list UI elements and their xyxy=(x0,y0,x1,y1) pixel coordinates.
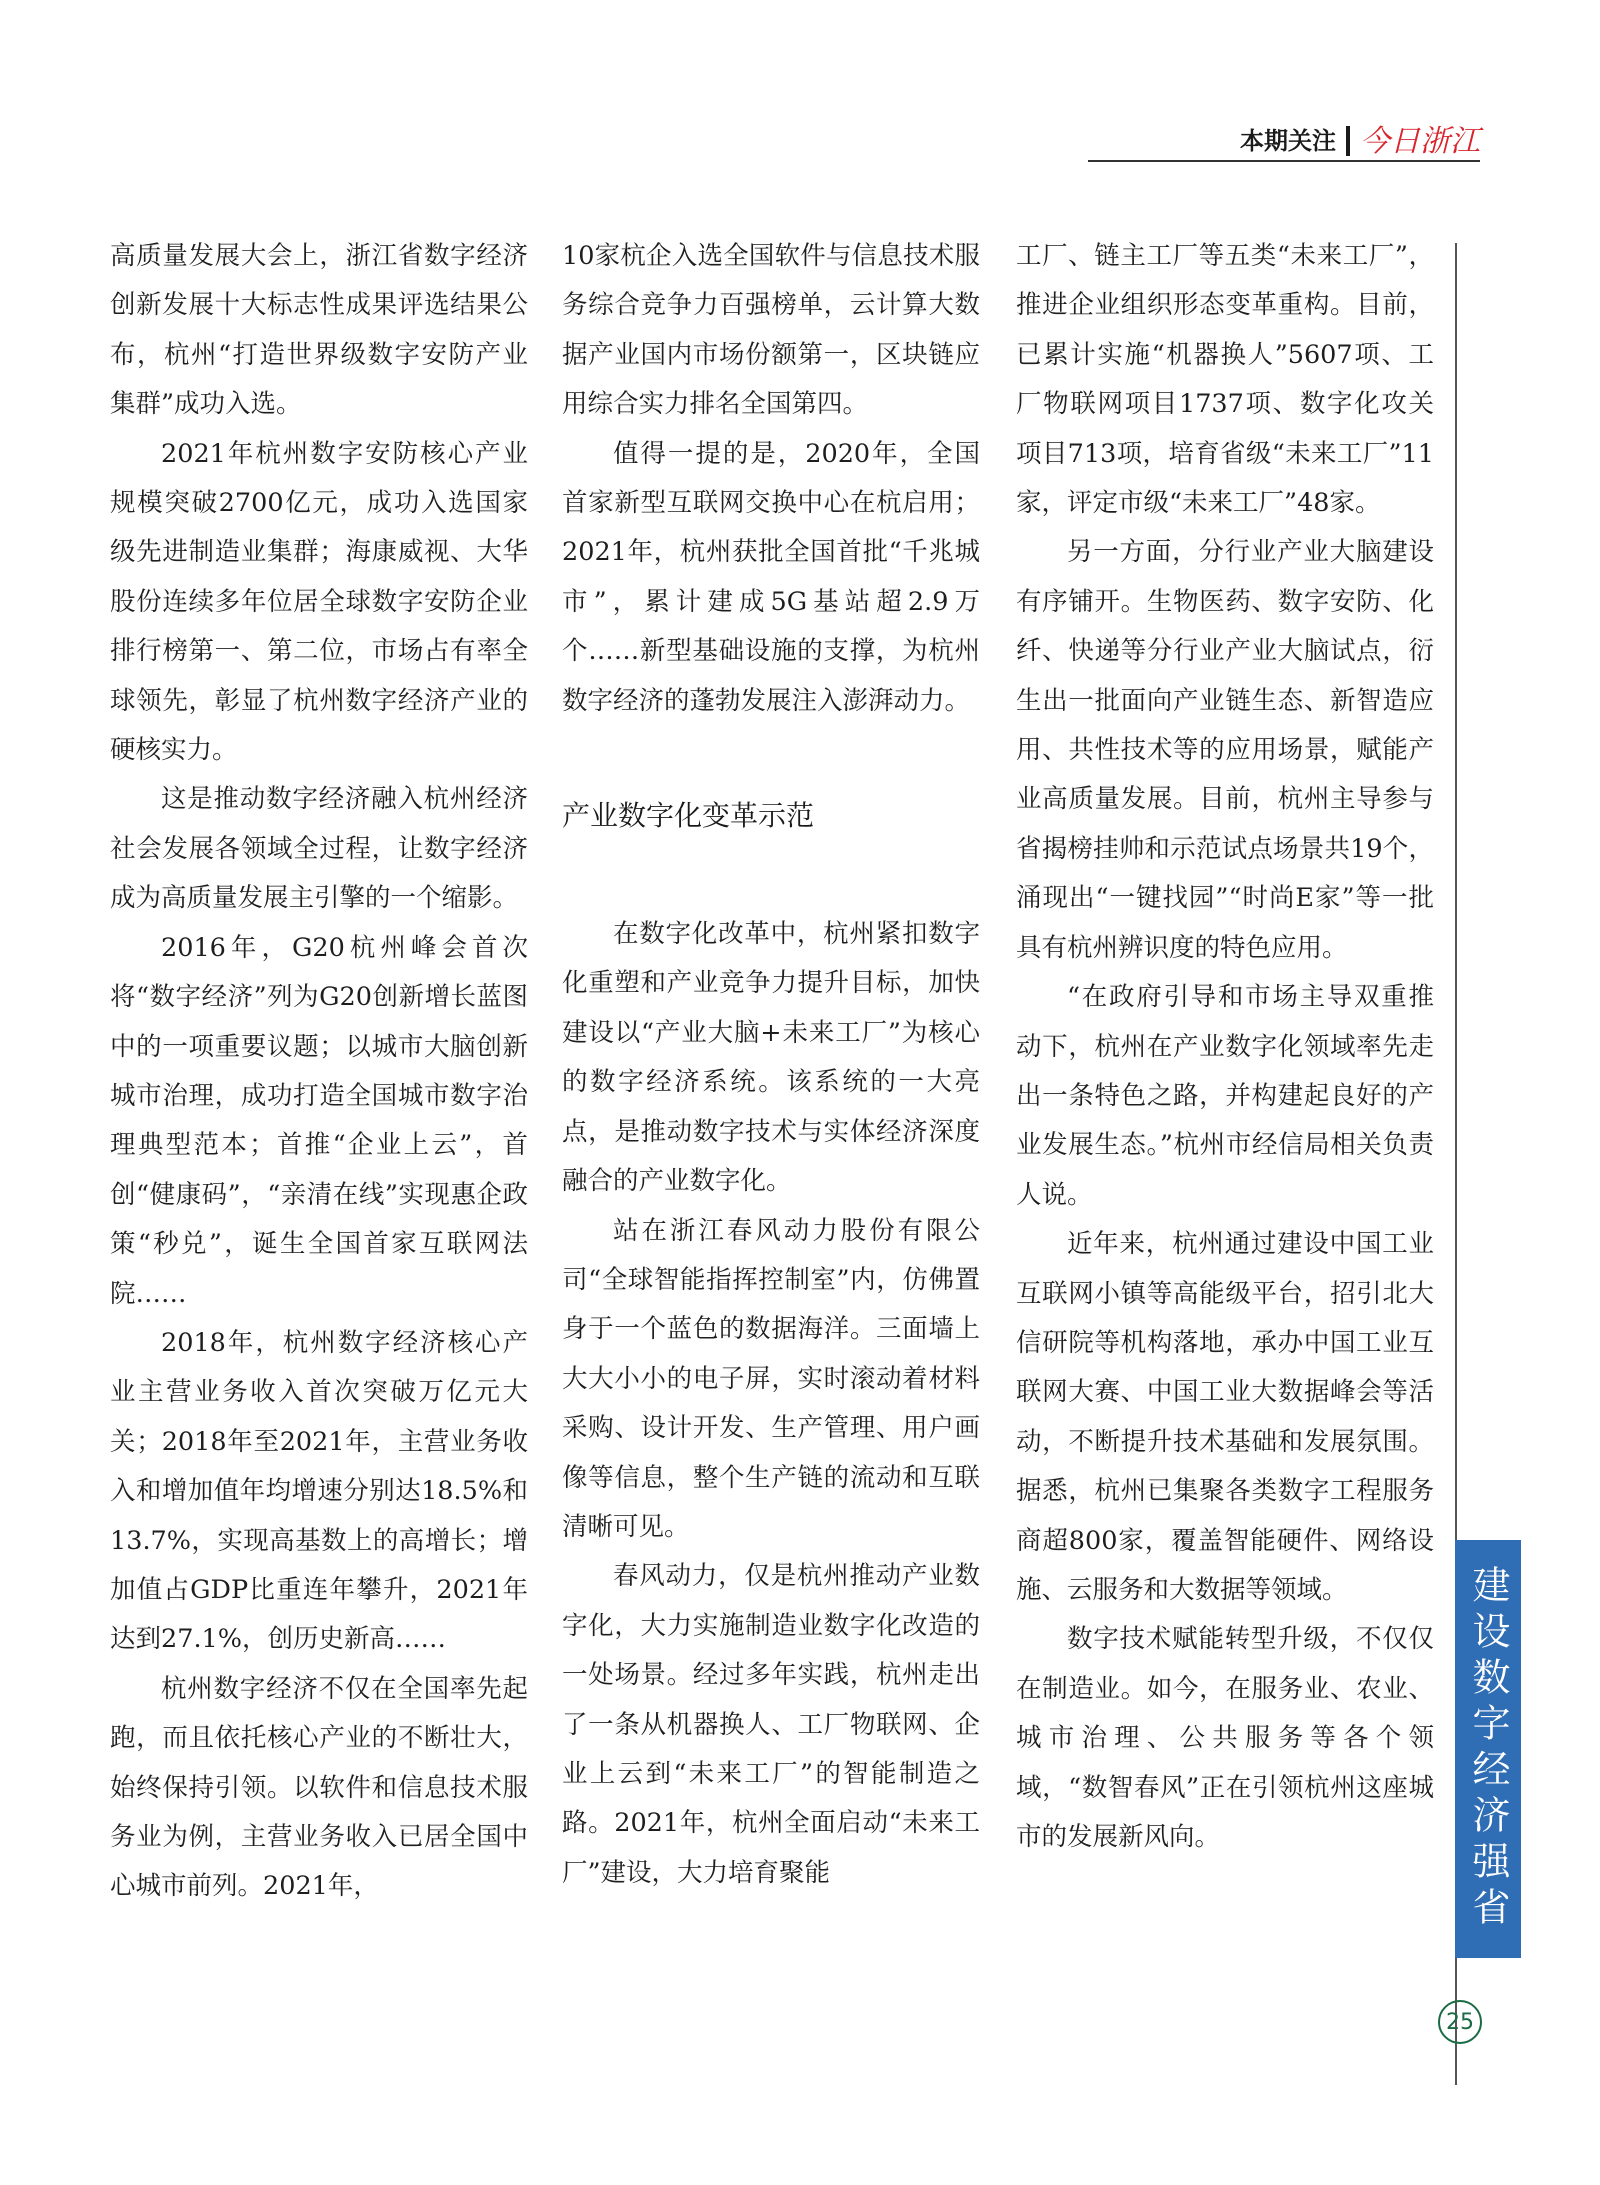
paragraph: 值得一提的是，2020年，全国首家新型互联网交换中心在杭启用；2021年，杭州获批全国首批“千兆城市”，累计建成5G基站超2.9万个……新型基础设施的支撑，为杭州数字经济的蓬勃发展注入澎湃动力。 xyxy=(562,438,980,716)
paragraph: 春风动力，仅是杭州推动产业数字化，大力实施制造业数字化改造的一处场景。经过多年实践，杭州走出了一条从机器换人、工厂物联网、企业上云到“未来工厂”的智能制造之路。2021年，杭州全面启动“未来工厂”建设，大力培育聚能 xyxy=(562,1561,980,1888)
paragraph: 杭州数字经济不仅在全国率先起跑，而且依托核心产业的不断壮大，始终保持引领。以软件和信息技术服务业为例，主营业务收入已居全国中心城市前列。2021年， xyxy=(110,1673,528,1902)
section-tab xyxy=(1455,1540,1521,1958)
article-column-1 xyxy=(110,232,528,1912)
paragraph: “在政府引导和市场主导双重推动下，杭州在产业数字化领域率先走出一条特色之路，并构建起良好的产业发展生态。”杭州市经信局相关负责人说。 xyxy=(1016,982,1434,1210)
paragraph: 另一方面，分行业产业大脑建设有序铺开。生物医药、数字安防、化纤、快递等分行业产业大脑试点，衍生出一批面向产业链生态、新智造应用、共性技术等的应用场景，赋能产业高质量发展。目前，杭州主导参与省揭榜挂帅和示范试点场景共19个，涌现出“一键找园”“时尚E家”等一批具有杭州辨识度的特色应用。 xyxy=(1016,537,1434,963)
paragraph: 这是推动数字经济融入杭州经济社会发展各领域全过程，让数字经济成为高质量发展主引擎的一个缩影。 xyxy=(110,784,528,914)
paragraph: 2016年，G20杭州峰会首次将“数字经济”列为G20创新增长蓝图中的一项重要议题；以城市大脑创新城市治理，成功打造全国城市数字治理典型范本；首推“企业上云”，首创“健康码”，“亲清在线”实现惠企政策“秒兑”，诞生全国首家互联网法院…… xyxy=(110,932,528,1309)
paragraph: 工厂、链主工厂等五类“未来工厂”，推进企业组织形态变革重构。目前，已累计实施“机器换人”5607项、工厂物联网项目1737项、数字化攻关项目713项，培育省级“未来工厂”11家，评定市级“未来工厂”48家。 xyxy=(1016,241,1434,519)
paragraph: 站在浙江春风动力股份有限公司“全球智能指挥控制室”内，仿佛置身于一个蓝色的数据海洋。三面墙上大大小小的电子屏，实时滚动着材料采购、设计开发、生产管理、用户画像等信息，整个生产链的流动和互联清晰可见。 xyxy=(562,1215,980,1542)
section-label: 本期关注 xyxy=(1240,127,1336,155)
paragraph: 10家杭企入选全国软件与信息技术服务综合竞争力百强榜单，云计算大数据产业国内市场份额第一，区块链应用综合实力排名全国第四。 xyxy=(562,241,980,420)
header-divider xyxy=(1346,126,1350,156)
paragraph: 高质量发展大会上，浙江省数字经济创新发展十大标志性成果评选结果公布，杭州“打造世界级数字安防产业集群”成功入选。 xyxy=(110,241,528,420)
page-number: 25 xyxy=(1438,2000,1482,2044)
paragraph: 数字技术赋能转型升级，不仅仅在制造业。如今，在服务业、农业、城市治理、公共服务等各个领域，“数智春风”正在引领杭州这座城市的发展新风向。 xyxy=(1016,1624,1434,1852)
header-rule xyxy=(1088,160,1480,162)
section-tab-label: 建设数字经济强省 xyxy=(1466,1565,1510,1933)
article-column-3 xyxy=(1016,232,1434,1862)
paragraph: 在数字化改革中，杭州紧扣数字化重塑和产业竞争力提升目标，加快建设以“产业大脑+未来工厂”为核心的数字经济系统。该系统的一大亮点，是推动数字技术与实体经济深度融合的产业数字化。 xyxy=(562,919,980,1197)
page-header xyxy=(1240,118,1480,162)
article-column-2 xyxy=(562,232,980,1898)
magazine-logo: 今日浙江 xyxy=(1360,124,1480,159)
paragraph: 2018年，杭州数字经济核心产业主营业务收入首次突破万亿元大关；2018年至2021年，主营业务收入和增加值年均增速分别达18.5%和13.7%，实现高基数上的高增长；增加值占GDP比重连年攀升，2021年达到27.1%，创历史新高…… xyxy=(110,1327,528,1655)
paragraph: 近年来，杭州通过建设中国工业互联网小镇等高能级平台，招引北大信研院等机构落地，承办中国工业互联网大赛、中国工业大数据峰会等活动，不断提升技术基础和发展氛围。据悉，杭州已集聚各类数字工程服务商超800家，覆盖智能硬件、网络设施、云服务和大数据等领域。 xyxy=(1016,1229,1434,1605)
section-heading: 产业数字化变革示范 xyxy=(562,799,815,833)
paragraph: 2021年杭州数字安防核心产业规模突破2700亿元，成功入选国家级先进制造业集群；海康威视、大华股份连续多年位居全球数字安防企业排行榜第一、第二位，市场占有率全球领先，彰显了杭州数字经济产业的硬核实力。 xyxy=(110,438,528,766)
